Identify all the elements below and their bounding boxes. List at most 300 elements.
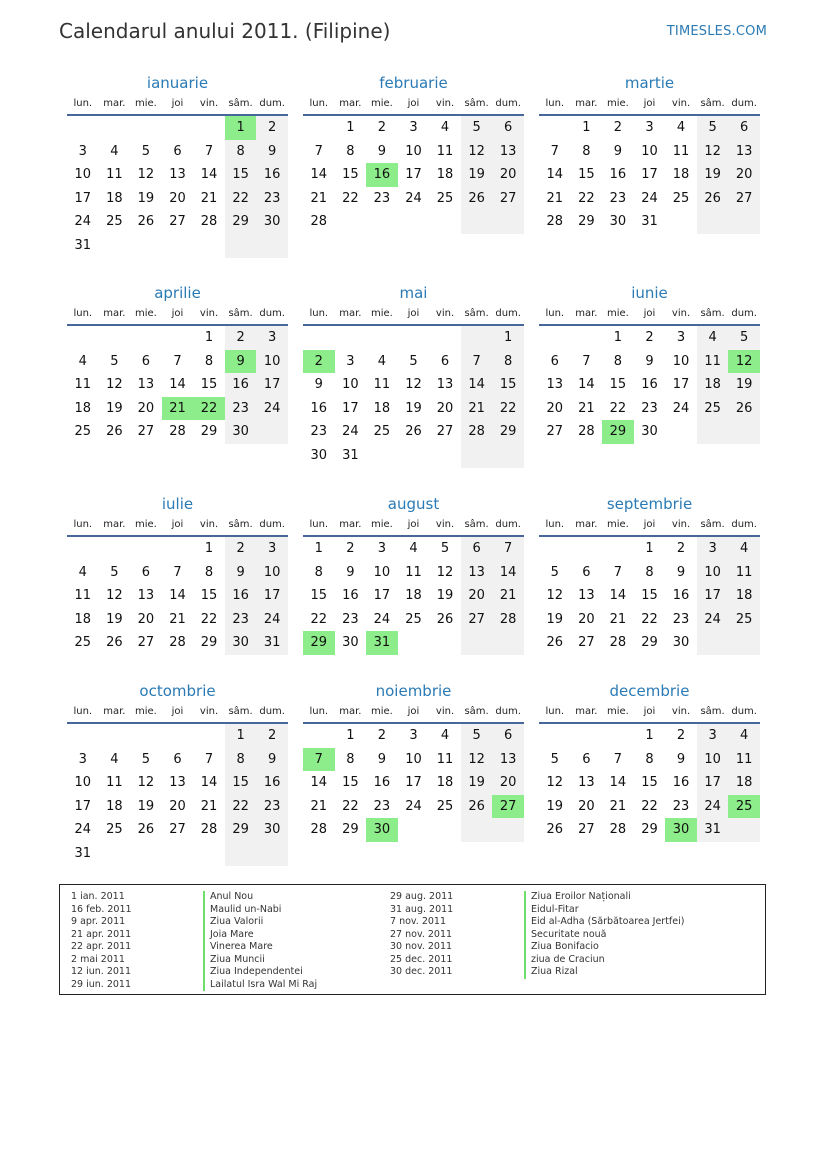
day-cell: 8 [582,143,591,159]
day-cell: 1 [582,120,591,135]
weekday-label: dum. [259,98,285,109]
day-cell: 1 [204,541,214,556]
month-name: ianuarie [146,74,209,92]
weekday-label: sâm. [700,98,725,109]
empty-cell [225,234,257,258]
day-cell: 9 [676,751,686,767]
day-cell: 12 [137,167,155,183]
empty-cell [130,724,162,748]
day-cell: 27 [492,187,524,211]
legend-item: Lailatul Isra Wal Mi Raj [203,979,317,992]
day-cell: 22 [492,397,524,421]
day-cell: 12 [106,377,123,393]
weekday-label: mar. [339,706,362,717]
day-grid [303,116,524,234]
day-cell: 19 [461,163,493,187]
day-cell: 18 [74,400,92,416]
empty-cell [99,724,131,748]
day-cell: 25 [74,635,92,651]
month-name: martie [624,74,675,92]
day-cell: 10 [342,377,359,393]
weekday-label: joi [407,706,420,717]
weekday-label: dum. [259,706,285,717]
day-cell: 29 [200,635,218,651]
day-cell: 17 [74,190,92,206]
day-cell: 19 [546,611,564,627]
day-cell: 13 [461,561,493,585]
empty-cell [492,210,524,234]
weekday-label: mie. [370,98,393,109]
day-cell: 6 [550,353,559,369]
day-cell: 4 [440,728,450,743]
day-cell: 15 [310,588,328,604]
day-cell: 13 [436,377,454,393]
day-cell: 5 [728,326,760,350]
weekday-label: dum. [495,308,521,319]
day-cell: 1 [225,116,257,140]
month-septembrie [539,493,760,655]
day-cell: 18 [436,775,454,791]
empty-cell [571,724,603,748]
day-cell: 23 [672,798,690,814]
day-cell: 7 [461,350,493,374]
day-cell: 4 [728,724,760,748]
empty-cell [67,326,99,350]
weekday-header [67,94,288,116]
weekday-label: joi [171,308,184,319]
legend-item: 9 apr. 2011 [71,916,126,927]
day-cell: 7 [204,143,214,159]
day-cell: 16 [225,584,257,608]
weekday-label: lun. [309,519,329,530]
day-cell: 26 [546,822,564,838]
day-cell: 29 [342,822,359,838]
day-cell: 7 [173,353,182,369]
day-cell: 3 [676,330,686,345]
day-cell: 12 [546,775,564,791]
day-cell: 23 [310,424,328,440]
day-cell: 17 [342,400,359,416]
day-cell: 14 [169,377,186,393]
empty-cell [193,116,225,140]
empty-cell [728,818,760,842]
day-cell: 22 [609,400,627,416]
day-cell: 30 [256,210,288,234]
empty-cell [162,724,194,748]
weekday-label: mie. [370,519,393,530]
weekday-label: vin. [671,308,691,319]
day-cell: 14 [310,775,328,791]
empty-cell [193,234,225,258]
day-cell: 13 [169,775,186,791]
day-cell: 2 [346,541,355,556]
day-cell: 6 [492,116,524,140]
legend-names-col2 [524,891,684,979]
day-cell: 10 [256,350,288,374]
weekday-label: sâm. [228,519,253,530]
day-cell: 28 [492,608,524,632]
day-cell: 1 [645,541,654,556]
day-cell: 27 [578,822,595,838]
day-cell: 14 [492,561,524,585]
day-cell: 9 [314,377,323,393]
empty-cell [225,842,257,866]
day-cell: 10 [641,143,658,159]
day-cell: 11 [672,143,690,159]
day-cell: 14 [169,588,186,604]
day-cell: 15 [200,377,218,393]
day-cell: 6 [440,353,450,369]
day-cell: 30 [342,635,359,651]
day-cell: 4 [728,537,760,561]
day-cell: 29 [225,210,257,234]
day-cell: 12 [461,140,493,164]
day-cell: 24 [697,795,729,819]
day-cell: 20 [492,771,524,795]
empty-cell [492,818,524,842]
day-cell: 23 [342,611,359,627]
legend-item: Securitate nouă [524,929,684,942]
month-name: noiembrie [375,682,452,700]
day-cell: 15 [609,377,627,393]
day-cell: 24 [74,822,92,838]
day-cell: 8 [204,353,214,369]
day-cell: 26 [728,397,760,421]
day-cell: 6 [141,353,151,369]
legend-item: Maulid un-Nabi [203,904,317,917]
weekday-label: lun. [309,98,329,109]
day-cell: 29 [303,631,335,655]
day-cell: 14 [200,167,218,183]
day-cell: 2 [225,537,257,561]
empty-cell [366,326,398,350]
weekday-label: dum. [495,706,521,717]
empty-cell [99,326,131,350]
day-cell: 31 [641,214,658,230]
weekday-header [539,515,760,537]
weekday-label: sâm. [464,308,489,319]
day-cell: 10 [405,143,422,159]
day-grid [67,724,288,866]
weekday-label: sâm. [228,98,253,109]
day-cell: 15 [225,771,257,795]
day-cell: 23 [225,608,257,632]
day-cell: 27 [546,424,564,440]
day-cell: 15 [342,775,359,791]
weekday-label: joi [171,98,184,109]
day-cell: 3 [346,353,355,369]
day-cell: 19 [697,163,729,187]
weekday-label: lun. [545,98,565,109]
day-cell: 7 [550,143,559,159]
weekday-label: mar. [103,98,126,109]
day-cell: 22 [641,611,658,627]
day-cell: 27 [169,214,186,230]
legend-item: 27 nov. 2011 [390,928,453,940]
day-cell: 21 [162,397,194,421]
empty-cell [67,116,99,140]
legend-item: Ziua Valorii [203,916,317,929]
month-name: august [387,495,440,513]
legend-item: 29 aug. 2011 [390,891,454,902]
day-cell: 4 [440,120,450,135]
day-cell: 10 [373,564,391,580]
day-cell: 26 [461,187,493,211]
weekday-header [67,515,288,537]
day-cell: 29 [578,214,595,230]
day-grid [303,537,524,655]
day-cell: 5 [409,353,418,369]
day-cell: 25 [672,190,690,206]
day-cell: 2 [377,120,387,135]
day-cell: 16 [672,588,690,604]
month-name: decembrie [609,682,690,700]
empty-cell [398,326,430,350]
day-cell: 9 [613,143,623,159]
day-grid [539,116,760,234]
day-cell: 6 [141,564,151,580]
day-cell: 8 [492,350,524,374]
month-name: septembrie [606,495,693,513]
day-cell: 24 [405,190,422,206]
day-cell: 18 [405,588,422,604]
weekday-label: mar. [575,706,598,717]
weekday-label: mar. [339,308,362,319]
weekday-header [539,702,760,724]
month-noiembrie [303,680,524,842]
day-cell: 17 [641,167,658,183]
empty-cell [665,210,697,234]
empty-cell [303,116,335,140]
day-cell: 31 [697,818,729,842]
empty-cell [539,537,571,561]
weekday-label: joi [407,519,420,530]
day-cell: 20 [436,400,454,416]
day-cell: 22 [342,798,359,814]
weekday-label: mie. [606,98,629,109]
day-cell: 7 [613,751,623,767]
day-cell: 1 [613,330,623,345]
empty-cell [665,420,697,444]
day-cell: 5 [461,116,493,140]
weekday-label: vin. [435,706,455,717]
weekday-label: vin. [671,706,691,717]
day-cell: 14 [609,775,627,791]
day-cell: 20 [546,400,564,416]
day-cell: 6 [492,724,524,748]
day-cell: 1 [346,728,355,743]
weekday-label: mar. [575,98,598,109]
day-cell: 24 [697,608,729,632]
day-cell: 16 [342,588,359,604]
day-cell: 17 [256,373,288,397]
day-cell: 24 [256,397,288,421]
day-cell: 22 [200,611,218,627]
weekday-label: mar. [339,519,362,530]
day-cell: 29 [225,818,257,842]
day-cell: 8 [645,564,654,580]
day-cell: 7 [204,751,214,767]
day-cell: 27 [728,187,760,211]
day-cell: 24 [672,400,690,416]
day-cell: 22 [225,187,257,211]
day-cell: 20 [169,798,186,814]
empty-cell [130,326,162,350]
legend-item: Ziua Rizal [524,966,684,979]
day-cell: 14 [200,775,218,791]
empty-cell [429,326,461,350]
month-name: iulie [161,495,194,513]
day-cell: 13 [169,167,186,183]
legend-item: 30 nov. 2011 [390,941,453,952]
day-cell: 28 [200,822,218,838]
empty-cell [335,210,367,234]
weekday-header [303,702,524,724]
day-cell: 24 [74,214,92,230]
day-cell: 13 [546,377,564,393]
empty-cell [539,326,571,350]
day-cell: 20 [461,584,493,608]
weekday-label: lun. [73,98,93,109]
day-cell: 1 [346,120,355,135]
day-cell: 27 [492,795,524,819]
empty-cell [130,842,162,866]
day-cell: 3 [645,120,654,135]
legend-names-col1 [203,891,317,991]
empty-cell [162,842,194,866]
day-cell: 27 [436,424,454,440]
day-cell: 16 [609,167,627,183]
day-cell: 8 [346,751,355,767]
empty-cell [461,326,493,350]
day-cell: 18 [106,190,123,206]
day-cell: 26 [405,424,422,440]
day-cell: 17 [256,584,288,608]
weekday-label: vin. [435,98,455,109]
weekday-label: sâm. [700,519,725,530]
day-cell: 7 [314,143,323,159]
empty-cell [728,631,760,655]
day-cell: 19 [106,611,123,627]
empty-cell [429,444,461,468]
day-cell: 24 [256,608,288,632]
day-grid [67,116,288,258]
day-cell: 13 [492,140,524,164]
day-cell: 16 [672,775,690,791]
empty-cell [67,724,99,748]
day-cell: 27 [137,424,155,440]
weekday-label: sâm. [700,706,725,717]
weekday-label: lun. [73,308,93,319]
day-cell: 19 [728,373,760,397]
day-cell: 11 [74,588,92,604]
day-cell: 2 [256,724,288,748]
empty-cell [335,326,367,350]
day-cell: 5 [440,541,450,556]
day-cell: 20 [492,163,524,187]
day-cell: 21 [310,190,328,206]
day-cell: 21 [609,611,627,627]
day-cell: 16 [225,373,257,397]
day-cell: 31 [74,845,92,861]
month-decembrie [539,680,760,842]
day-cell: 16 [373,775,391,791]
day-cell: 6 [173,143,182,159]
weekday-header [539,304,760,326]
empty-cell [366,210,398,234]
day-cell: 22 [641,798,658,814]
day-cell: 17 [373,588,391,604]
day-cell: 26 [106,635,123,651]
day-grid [303,326,524,468]
day-cell: 21 [200,798,218,814]
day-cell: 19 [137,798,155,814]
day-cell: 2 [645,330,654,345]
day-cell: 17 [405,167,422,183]
day-cell: 20 [169,190,186,206]
weekday-label: mie. [134,706,157,717]
day-cell: 16 [310,400,328,416]
day-cell: 30 [256,818,288,842]
day-cell: 11 [728,561,760,585]
month-name: iunie [631,284,668,302]
day-cell: 9 [225,350,257,374]
empty-cell [429,210,461,234]
day-cell: 30 [672,635,690,651]
day-cell: 6 [582,751,591,767]
day-cell: 22 [225,795,257,819]
day-cell: 24 [405,798,422,814]
empty-cell [256,420,288,444]
weekday-label: mie. [134,98,157,109]
day-cell: 4 [78,353,87,369]
day-cell: 25 [728,795,760,819]
day-cell: 8 [225,140,257,164]
day-cell: 13 [578,775,595,791]
day-grid [539,326,760,444]
empty-cell [461,631,493,655]
day-cell: 11 [106,167,123,183]
weekday-label: lun. [545,706,565,717]
weekday-label: mar. [103,519,126,530]
weekday-label: mar. [575,519,598,530]
weekday-header [67,702,288,724]
day-cell: 6 [728,116,760,140]
weekday-label: vin. [671,519,691,530]
day-cell: 9 [377,751,387,767]
empty-cell [130,234,162,258]
day-cell: 12 [405,377,422,393]
day-cell: 20 [137,400,155,416]
day-cell: 19 [106,400,123,416]
day-cell: 25 [106,822,123,838]
day-cell: 26 [436,611,454,627]
site-logo-text[interactable]: TIMESLES.COM [666,24,767,39]
weekday-label: lun. [309,706,329,717]
day-cell: 1 [645,728,654,743]
day-cell: 28 [169,635,186,651]
legend-item: 12 iun. 2011 [71,966,132,977]
month-ianuarie [67,72,288,258]
weekday-label: mie. [606,706,629,717]
day-cell: 23 [373,798,391,814]
day-cell: 10 [74,775,92,791]
day-cell: 20 [578,798,595,814]
day-cell: 15 [641,775,658,791]
day-cell: 28 [609,635,627,651]
day-cell: 5 [461,724,493,748]
weekday-label: lun. [545,308,565,319]
